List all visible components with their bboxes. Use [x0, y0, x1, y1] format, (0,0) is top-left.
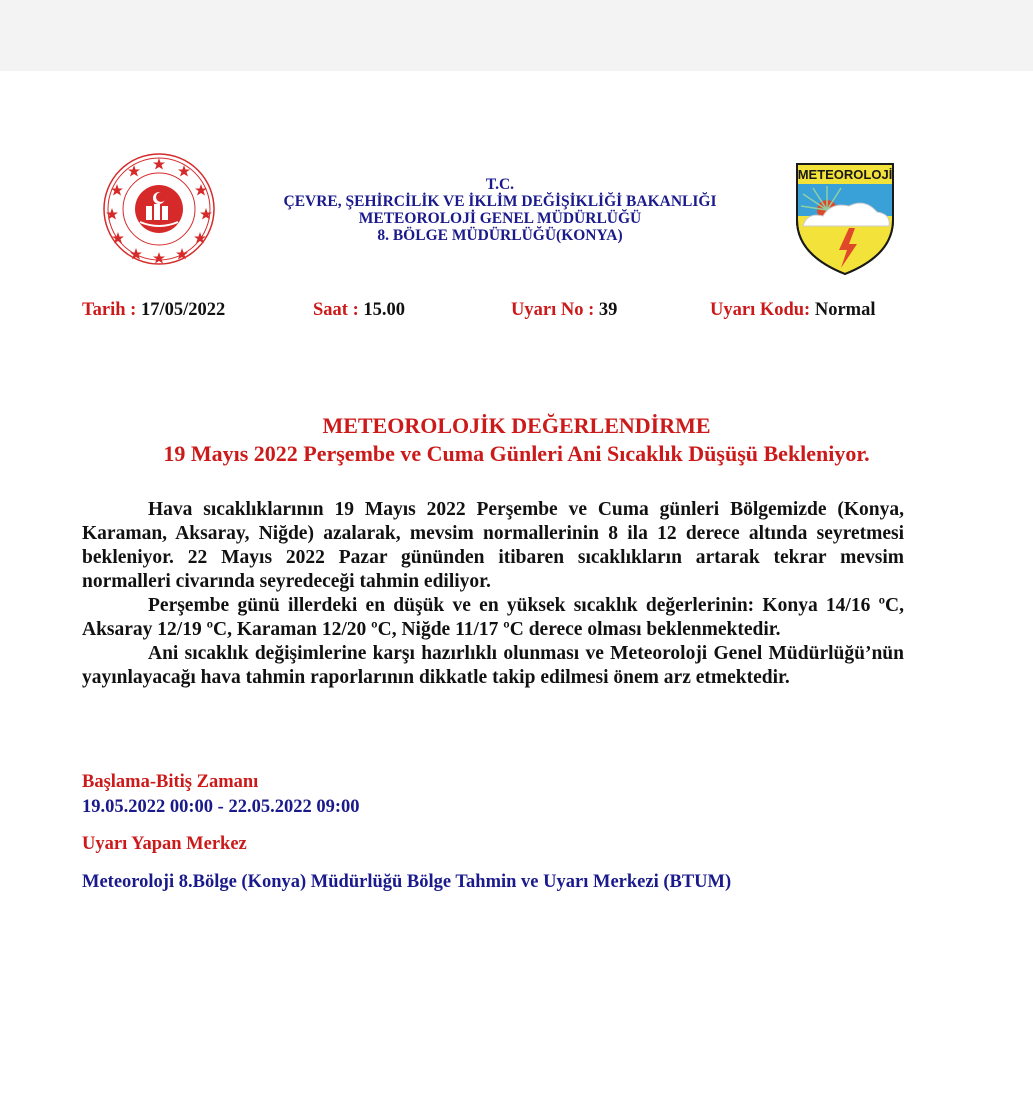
issuer-value: Meteoroloji 8.Bölge (Konya) Müdürlüğü Bölge Tahmin ve Uyarı Merkezi (BTUM): [82, 872, 732, 892]
validity-label: Başlama-Bitiş Zamanı: [82, 772, 259, 792]
warning-code-label: Uyarı Kodu:: [710, 300, 811, 320]
header-line-region: 8. BÖLGE MÜDÜRLÜĞÜ(KONYA): [377, 227, 623, 244]
time-field: [313, 300, 405, 321]
body-paragraph: Perşembe günü illerdeki en düşük ve en yüksek sıcaklık değerlerinin: Konya 14/16 ºC, Aksaray 12/19 ºC, Karaman 12/20 ºC, Niğde 11/17 ºC derece olması beklenmektedir.: [82, 595, 904, 640]
header-line-directorate: METEOROLOJİ GENEL MÜDÜRLÜĞÜ: [358, 210, 642, 227]
warning-code-field: [710, 300, 875, 321]
time-value: 15.00: [363, 300, 405, 320]
logo-text: METEOROLOJİ: [797, 167, 893, 182]
issuer-label: Uyarı Yapan Merkez: [82, 834, 247, 854]
time-label: Saat :: [313, 300, 359, 320]
validity-value: 19.05.2022 00:00 - 22.05.2022 09:00: [82, 797, 360, 817]
body-paragraph: Ani sıcaklık değişimlerine karşı hazırlıklı olunması ve Meteoroloji Genel Müdürlüğü’nün yayınlayacağı hava tahmin raporlarının dikkatle takip edilmesi önem arz etmektedir.: [82, 643, 904, 688]
warning-meta-row: [0, 300, 1033, 324]
document-header: [230, 176, 770, 244]
date-label: Tarih :: [82, 300, 137, 320]
header-line-ministry: ÇEVRE, ŞEHİRCİLİK VE İKLİM DEĞİŞİKLİĞİ BAKANLIĞI: [283, 193, 717, 210]
date-field: [82, 300, 225, 321]
date-value: 17/05/2022: [140, 300, 226, 320]
ministry-seal-logo: [102, 152, 216, 266]
warning-number-field: [511, 300, 617, 321]
header-line-tc: T.C.: [485, 176, 515, 193]
warning-number-value: 39: [598, 300, 618, 320]
assessment-subheading: 19 Mayıs 2022 Perşembe ve Cuma Günleri Ani Sıcaklık Düşüşü Bekleniyor.: [163, 441, 870, 466]
assessment-heading: METEOROLOJİK DEĞERLENDİRME: [322, 413, 711, 438]
warning-number-label: Uyarı No :: [511, 300, 595, 320]
top-bar: [0, 0, 1033, 71]
warning-code-value: Normal: [814, 300, 876, 320]
meteoroloji-shield-logo: [793, 160, 897, 276]
body-paragraph: Hava sıcaklıklarının 19 Mayıs 2022 Perşembe ve Cuma günleri Bölgemizde (Konya, Karaman, Aksaray, Niğde) azalarak, mevsim normallerinin 8 ila 12 derece altında seyretmesi bekleniyor. 22 Mayıs 2022 Pazar gününden itibaren sıcaklıkların artarak tekrar mevsim normalleri civarında seyredeceği tahmin ediliyor.: [82, 499, 904, 592]
assessment-title-block: [40, 412, 993, 468]
assessment-body: [82, 498, 904, 690]
